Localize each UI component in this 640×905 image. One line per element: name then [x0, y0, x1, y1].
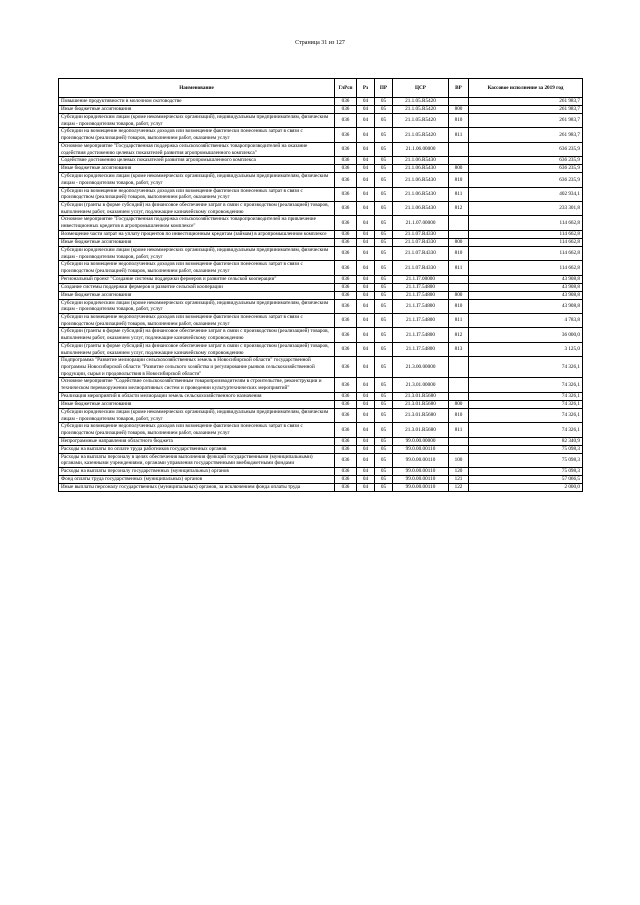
- cell-vr: [449, 275, 469, 283]
- cell-glrsp: 036: [335, 357, 357, 378]
- cell-amount: 2 000,0: [469, 484, 583, 492]
- cell-glrsp: 036: [335, 408, 357, 422]
- cell-csr: 21.1.06.R5430: [393, 187, 449, 201]
- table-row: [59, 246, 583, 260]
- table-row: [59, 157, 583, 165]
- cell-vr: 811: [449, 261, 469, 275]
- cell-vr: 800: [449, 106, 469, 114]
- cell-glrsp: 036: [335, 238, 357, 246]
- cell-csr: 21.1.05.R5420: [393, 106, 449, 114]
- table-row: [59, 314, 583, 328]
- cell-glrsp: 036: [335, 261, 357, 275]
- cell-vr: [449, 157, 469, 165]
- cell-csr: 21.3.01.R5680: [393, 423, 449, 437]
- cell-vr: 812: [449, 328, 469, 342]
- table-body: [59, 98, 583, 492]
- cell-csr: 21.1.07.R4330: [393, 246, 449, 260]
- cell-csr: 21.3.01.R5680: [393, 400, 449, 408]
- cell-rz: 04: [357, 275, 375, 283]
- cell-name: Субсидии (гранты в форме субсидий) на финансовое обеспечение затрат в связи с производством (реализацией) товаров, выполнением работ, оказанием услуг, подлежащие казначейскому сопровождению: [59, 202, 335, 216]
- cell-csr: 21.1.I7.54800: [393, 342, 449, 356]
- cell-name: Фонд оплаты труда государственных (муниципальных) органов: [59, 476, 335, 484]
- cell-rz: 04: [357, 283, 375, 291]
- cell-name: Субсидии на возмещение недополученных доходов или возмещение фактически понесенных затрат в связи с производством (реализацией) товаров, выполнением работ, оказанием услуг: [59, 187, 335, 201]
- cell-rz: 04: [357, 157, 375, 165]
- cell-pr: 05: [375, 299, 393, 313]
- cell-glrsp: 036: [335, 246, 357, 260]
- cell-csr: 99.0.00.00110: [393, 453, 449, 467]
- cell-vr: 800: [449, 400, 469, 408]
- cell-pr: 05: [375, 342, 393, 356]
- cell-glrsp: 036: [335, 202, 357, 216]
- cell-rz: 04: [357, 476, 375, 484]
- table-row: [59, 187, 583, 201]
- cell-amount: 75 098,3: [469, 468, 583, 476]
- cell-name: Основное мероприятие "Государственная поддержка сельскохозяйственных товаропроизводителей на привлечение инвестиционных кредитов в агропромышленном комплексе": [59, 216, 335, 230]
- cell-name: Региональный проект "Создание системы поддержки фермеров и развитие сельской кооперации": [59, 275, 335, 283]
- cell-vr: 121: [449, 476, 469, 484]
- cell-name: Иные бюджетные ассигнования: [59, 291, 335, 299]
- cell-pr: 05: [375, 445, 393, 453]
- cell-glrsp: 036: [335, 106, 357, 114]
- cell-amount: 43 908,8: [469, 283, 583, 291]
- cell-pr: 05: [375, 202, 393, 216]
- cell-name: Субсидии на возмещение недополученных доходов или возмещение фактически понесенных затрат в связи с производством (реализацией) товаров, выполнением работ, оказанием услуг: [59, 423, 335, 437]
- header-name: Наименование: [59, 79, 335, 98]
- cell-name: Субсидии на возмещение недополученных доходов или возмещение фактически понесенных затрат в связи с производством (реализацией) товаров, выполнением работ, оказанием услуг: [59, 128, 335, 142]
- cell-pr: 05: [375, 291, 393, 299]
- cell-name: Субсидии юридическим лицам (кроме некоммерческих организаций), индивидуальным предпринимателям, физическим лицам - производителям товаров, работ, услуг: [59, 408, 335, 422]
- table-row: [59, 468, 583, 476]
- cell-name: Содействие достижению целевых показателей развития агропромышленного комплекса: [59, 157, 335, 165]
- cell-vr: [449, 216, 469, 230]
- cell-csr: 99.0.00.00000: [393, 437, 449, 445]
- cell-rz: 04: [357, 445, 375, 453]
- cell-vr: [449, 392, 469, 400]
- table-row: [59, 484, 583, 492]
- cell-rz: 04: [357, 238, 375, 246]
- table-row: [59, 299, 583, 313]
- cell-amount: 261 983,7: [469, 106, 583, 114]
- header-pr: ПР: [375, 79, 393, 98]
- cell-amount: 4 783,8: [469, 314, 583, 328]
- cell-pr: 05: [375, 157, 393, 165]
- cell-rz: 04: [357, 202, 375, 216]
- cell-glrsp: 036: [335, 98, 357, 106]
- cell-pr: 05: [375, 230, 393, 238]
- cell-rz: 04: [357, 165, 375, 173]
- cell-pr: 05: [375, 187, 393, 201]
- cell-csr: 99.0.00.00110: [393, 476, 449, 484]
- table-row: [59, 378, 583, 392]
- cell-pr: 05: [375, 173, 393, 187]
- cell-name: Иные бюджетные ассигнования: [59, 106, 335, 114]
- cell-amount: 82 340,9: [469, 437, 583, 445]
- cell-rz: 04: [357, 187, 375, 201]
- header-vr: ВР: [449, 79, 469, 98]
- cell-amount: 74 326,1: [469, 400, 583, 408]
- cell-pr: 05: [375, 328, 393, 342]
- table-row: [59, 423, 583, 437]
- cell-csr: 21.1.I7.00000: [393, 275, 449, 283]
- cell-glrsp: 036: [335, 173, 357, 187]
- cell-vr: 120: [449, 468, 469, 476]
- cell-rz: 04: [357, 437, 375, 445]
- cell-vr: 810: [449, 114, 469, 128]
- cell-name: Субсидии на возмещение недополученных доходов или возмещение фактически понесенных затрат в связи с производством (реализацией) товаров, выполнением работ, оказанием услуг: [59, 314, 335, 328]
- cell-vr: [449, 98, 469, 106]
- table-row: [59, 453, 583, 467]
- cell-csr: 21.3.01.R5680: [393, 408, 449, 422]
- cell-rz: 04: [357, 328, 375, 342]
- cell-amount: 75 098,3: [469, 453, 583, 467]
- cell-pr: 05: [375, 238, 393, 246]
- table-row: [59, 400, 583, 408]
- cell-vr: [449, 283, 469, 291]
- cell-vr: [449, 378, 469, 392]
- cell-rz: 04: [357, 400, 375, 408]
- table-row: [59, 173, 583, 187]
- cell-amount: 36 000,0: [469, 328, 583, 342]
- cell-rz: 04: [357, 453, 375, 467]
- cell-rz: 04: [357, 173, 375, 187]
- table-row: [59, 216, 583, 230]
- cell-pr: 05: [375, 275, 393, 283]
- table-row: [59, 230, 583, 238]
- cell-csr: 21.1.05.R5420: [393, 98, 449, 106]
- table-row: [59, 275, 583, 283]
- table-row: [59, 128, 583, 142]
- cell-pr: 05: [375, 98, 393, 106]
- cell-glrsp: 036: [335, 453, 357, 467]
- cell-pr: 05: [375, 392, 393, 400]
- cell-vr: 810: [449, 173, 469, 187]
- cell-glrsp: 036: [335, 328, 357, 342]
- table-row: [59, 437, 583, 445]
- cell-vr: 810: [449, 246, 469, 260]
- cell-vr: [449, 445, 469, 453]
- cell-amount: 261 983,7: [469, 128, 583, 142]
- cell-rz: 04: [357, 392, 375, 400]
- cell-name: Субсидии (гранты в форме субсидий) на финансовое обеспечение затрат в связи с производством (реализацией) товаров, выполнением работ, оказанием услуг, подлежащие казначейскому сопровождению: [59, 342, 335, 356]
- cell-csr: 21.1.I7.54800: [393, 299, 449, 313]
- cell-pr: 05: [375, 106, 393, 114]
- cell-pr: 05: [375, 114, 393, 128]
- cell-name: Подпрограмма "Развитие мелиорации сельскохозяйственных земель в Новосибирской области" государственной программы Новосибирской области "Развитие сельского хозяйства и регулирование рынков сельскохозяйственной продукции, сырья и продовольствия в Новосибирской области": [59, 357, 335, 378]
- cell-csr: 99.0.00.00110: [393, 484, 449, 492]
- cell-glrsp: 036: [335, 378, 357, 392]
- cell-glrsp: 036: [335, 314, 357, 328]
- cell-pr: 05: [375, 476, 393, 484]
- cell-amount: 114 662,8: [469, 238, 583, 246]
- cell-pr: 05: [375, 165, 393, 173]
- cell-csr: 21.1.05.R5420: [393, 114, 449, 128]
- cell-name: Иные бюджетные ассигнования: [59, 400, 335, 408]
- cell-vr: [449, 230, 469, 238]
- cell-vr: 800: [449, 165, 469, 173]
- cell-name: Иные бюджетные ассигнования: [59, 165, 335, 173]
- cell-vr: 811: [449, 314, 469, 328]
- cell-csr: 21.1.07.R4330: [393, 238, 449, 246]
- table-row: [59, 357, 583, 378]
- cell-amount: 114 662,8: [469, 216, 583, 230]
- cell-name: Расходы на выплаты персоналу государственных (муниципальных) органов: [59, 468, 335, 476]
- cell-glrsp: 036: [335, 216, 357, 230]
- cell-amount: 114 662,8: [469, 261, 583, 275]
- cell-pr: 05: [375, 357, 393, 378]
- cell-name: Расходы на выплаты по оплате труда работников государственных органов: [59, 445, 335, 453]
- page-header: Страница 31 из 127: [295, 40, 345, 46]
- cell-csr: 21.1.07.R4330: [393, 230, 449, 238]
- cell-vr: 100: [449, 453, 469, 467]
- cell-amount: 114 662,8: [469, 246, 583, 260]
- cell-name: Субсидии юридическим лицам (кроме некоммерческих организаций), индивидуальным предпринимателям, физическим лицам - производителям товаров, работ, услуг: [59, 173, 335, 187]
- cell-amount: 74 326,1: [469, 423, 583, 437]
- cell-rz: 04: [357, 114, 375, 128]
- cell-amount: 43 908,8: [469, 299, 583, 313]
- cell-vr: 811: [449, 423, 469, 437]
- cell-glrsp: 036: [335, 187, 357, 201]
- cell-csr: 21.3.00.00000: [393, 357, 449, 378]
- budget-table: [58, 78, 583, 492]
- cell-name: Непрограммные направления областного бюджета: [59, 437, 335, 445]
- cell-glrsp: 036: [335, 157, 357, 165]
- table-row: [59, 283, 583, 291]
- cell-pr: 05: [375, 142, 393, 156]
- cell-rz: 04: [357, 106, 375, 114]
- cell-amount: 636 235,9: [469, 173, 583, 187]
- cell-csr: 21.3.01.00000: [393, 378, 449, 392]
- cell-csr: 21.1.I7.54800: [393, 283, 449, 291]
- cell-amount: 74 326,1: [469, 357, 583, 378]
- cell-amount: 233 301,8: [469, 202, 583, 216]
- cell-glrsp: 036: [335, 114, 357, 128]
- cell-glrsp: 036: [335, 275, 357, 283]
- cell-vr: 810: [449, 299, 469, 313]
- cell-name: Повышение продуктивности в молочном скотоводстве: [59, 98, 335, 106]
- cell-glrsp: 036: [335, 342, 357, 356]
- cell-rz: 04: [357, 291, 375, 299]
- cell-csr: 21.1.06.R5430: [393, 173, 449, 187]
- cell-amount: 114 662,8: [469, 230, 583, 238]
- header-csr: ЦСР: [393, 79, 449, 98]
- cell-pr: 05: [375, 128, 393, 142]
- cell-csr: 21.1.06.00000: [393, 142, 449, 156]
- cell-csr: 21.1.06.R5430: [393, 202, 449, 216]
- cell-glrsp: 036: [335, 165, 357, 173]
- cell-rz: 04: [357, 216, 375, 230]
- cell-rz: 04: [357, 142, 375, 156]
- cell-csr: 99.0.00.00110: [393, 445, 449, 453]
- cell-name: Основное мероприятие "Государственная поддержка сельскохозяйственных товаропроизводителей на оказание содействия достижению целевых показателей развития агропромышленного комплекса": [59, 142, 335, 156]
- cell-rz: 04: [357, 378, 375, 392]
- cell-amount: 75 098,3: [469, 445, 583, 453]
- cell-vr: 811: [449, 187, 469, 201]
- cell-amount: 57 066,5: [469, 476, 583, 484]
- cell-glrsp: 036: [335, 437, 357, 445]
- cell-name: Субсидии юридическим лицам (кроме некоммерческих организаций), индивидуальным предпринимателям, физическим лицам - производителям товаров, работ, услуг: [59, 114, 335, 128]
- cell-rz: 04: [357, 408, 375, 422]
- cell-amount: 74 326,1: [469, 378, 583, 392]
- cell-vr: 811: [449, 128, 469, 142]
- cell-amount: 74 326,1: [469, 408, 583, 422]
- cell-glrsp: 036: [335, 392, 357, 400]
- cell-amount: 74 326,1: [469, 392, 583, 400]
- cell-vr: 810: [449, 408, 469, 422]
- cell-glrsp: 036: [335, 468, 357, 476]
- cell-name: Субсидии юридическим лицам (кроме некоммерческих организаций), индивидуальным предпринимателям, физическим лицам - производителям товаров, работ, услуг: [59, 299, 335, 313]
- cell-glrsp: 036: [335, 423, 357, 437]
- cell-rz: 04: [357, 314, 375, 328]
- cell-rz: 04: [357, 230, 375, 238]
- table-row: [59, 238, 583, 246]
- header-glrsp: ГлРсп: [335, 79, 357, 98]
- table-row: [59, 408, 583, 422]
- cell-vr: 800: [449, 238, 469, 246]
- cell-pr: 05: [375, 423, 393, 437]
- cell-vr: 122: [449, 484, 469, 492]
- table-row: [59, 114, 583, 128]
- cell-amount: 3 125,0: [469, 342, 583, 356]
- cell-rz: 04: [357, 299, 375, 313]
- cell-pr: 05: [375, 468, 393, 476]
- table-row: [59, 342, 583, 356]
- cell-pr: 05: [375, 484, 393, 492]
- cell-pr: 05: [375, 246, 393, 260]
- cell-rz: 04: [357, 261, 375, 275]
- table-row: [59, 476, 583, 484]
- cell-csr: 21.1.07.00000: [393, 216, 449, 230]
- cell-csr: 21.1.I7.54800: [393, 328, 449, 342]
- cell-csr: 21.3.01.R5680: [393, 392, 449, 400]
- cell-csr: 99.0.00.00110: [393, 468, 449, 476]
- table-row: [59, 106, 583, 114]
- cell-amount: 402 934,1: [469, 187, 583, 201]
- cell-csr: 21.1.07.R4330: [393, 261, 449, 275]
- cell-name: Реализация мероприятий в области мелиорации земель сельскохозяйственного назначения: [59, 392, 335, 400]
- cell-amount: 636 235,9: [469, 165, 583, 173]
- table-row: [59, 392, 583, 400]
- cell-rz: 04: [357, 484, 375, 492]
- cell-name: Основное мероприятие "Содействие сельскохозяйственным товаропроизводителям в строительстве, реконструкции и техническом перевооружении мелиоративных систем и проведении культуртехнических мероприятий": [59, 378, 335, 392]
- cell-vr: 800: [449, 291, 469, 299]
- table-row: [59, 445, 583, 453]
- cell-glrsp: 036: [335, 299, 357, 313]
- table-row: [59, 291, 583, 299]
- table-row: [59, 142, 583, 156]
- cell-amount: 636 235,9: [469, 142, 583, 156]
- table-row: [59, 202, 583, 216]
- cell-glrsp: 036: [335, 230, 357, 238]
- cell-amount: 43 908,8: [469, 275, 583, 283]
- cell-glrsp: 036: [335, 283, 357, 291]
- cell-amount: 636 235,9: [469, 157, 583, 165]
- cell-vr: [449, 357, 469, 378]
- cell-rz: 04: [357, 128, 375, 142]
- table-header-row: [59, 79, 583, 98]
- cell-amount: 261 983,7: [469, 98, 583, 106]
- cell-csr: 21.1.05.R5420: [393, 128, 449, 142]
- table-row: [59, 165, 583, 173]
- cell-name: Иные бюджетные ассигнования: [59, 238, 335, 246]
- cell-rz: 04: [357, 98, 375, 106]
- cell-rz: 04: [357, 423, 375, 437]
- cell-rz: 04: [357, 357, 375, 378]
- cell-name: Субсидии юридическим лицам (кроме некоммерческих организаций), индивидуальным предпринимателям, физическим лицам - производителям товаров, работ, услуг: [59, 246, 335, 260]
- cell-rz: 04: [357, 342, 375, 356]
- table-row: [59, 328, 583, 342]
- cell-name: Субсидии на возмещение недополученных доходов или возмещение фактически понесенных затрат в связи с производством (реализацией) товаров, выполнением работ, оказанием услуг: [59, 261, 335, 275]
- cell-csr: 21.1.I7.54800: [393, 291, 449, 299]
- cell-name: Субсидии (гранты в форме субсидий) на финансовое обеспечение затрат в связи с производством (реализацией) товаров, выполнением работ, оказанием услуг, подлежащие казначейскому сопровождению: [59, 328, 335, 342]
- cell-pr: 05: [375, 400, 393, 408]
- cell-vr: [449, 142, 469, 156]
- cell-name: Создание системы поддержки фермеров и развитие сельской кооперации: [59, 283, 335, 291]
- cell-glrsp: 036: [335, 142, 357, 156]
- cell-glrsp: 036: [335, 128, 357, 142]
- cell-pr: 05: [375, 378, 393, 392]
- cell-name: Расходы на выплаты персоналу в целях обеспечения выполнения функций государственными (муниципальными) органами, казенными учреждениями, органами управления государственными внебюджетными фондами: [59, 453, 335, 467]
- cell-pr: 05: [375, 437, 393, 445]
- header-execution: Кассовое исполнение за 2019 год: [469, 79, 583, 98]
- cell-glrsp: 036: [335, 476, 357, 484]
- cell-vr: [449, 437, 469, 445]
- cell-pr: 05: [375, 261, 393, 275]
- cell-amount: 43 908,8: [469, 291, 583, 299]
- cell-csr: 21.1.I7.54800: [393, 314, 449, 328]
- table-row: [59, 98, 583, 106]
- cell-pr: 05: [375, 408, 393, 422]
- cell-pr: 05: [375, 283, 393, 291]
- cell-glrsp: 036: [335, 291, 357, 299]
- cell-glrsp: 036: [335, 400, 357, 408]
- cell-rz: 04: [357, 246, 375, 260]
- cell-name: Иные выплаты персоналу государственных (муниципальных) органов, за исключением фонда оплаты труда: [59, 484, 335, 492]
- cell-pr: 05: [375, 216, 393, 230]
- cell-csr: 21.1.06.R5430: [393, 157, 449, 165]
- cell-rz: 04: [357, 468, 375, 476]
- cell-vr: 813: [449, 342, 469, 356]
- cell-csr: 21.1.06.R5430: [393, 165, 449, 173]
- cell-pr: 05: [375, 314, 393, 328]
- cell-name: Возмещение части затрат на уплату процентов по инвестиционным кредитам (займам) в агропромышленном комплексе: [59, 230, 335, 238]
- cell-glrsp: 036: [335, 484, 357, 492]
- cell-pr: 05: [375, 453, 393, 467]
- cell-amount: 261 983,7: [469, 114, 583, 128]
- cell-vr: 812: [449, 202, 469, 216]
- table-row: [59, 261, 583, 275]
- header-rz: Рз: [357, 79, 375, 98]
- cell-glrsp: 036: [335, 445, 357, 453]
